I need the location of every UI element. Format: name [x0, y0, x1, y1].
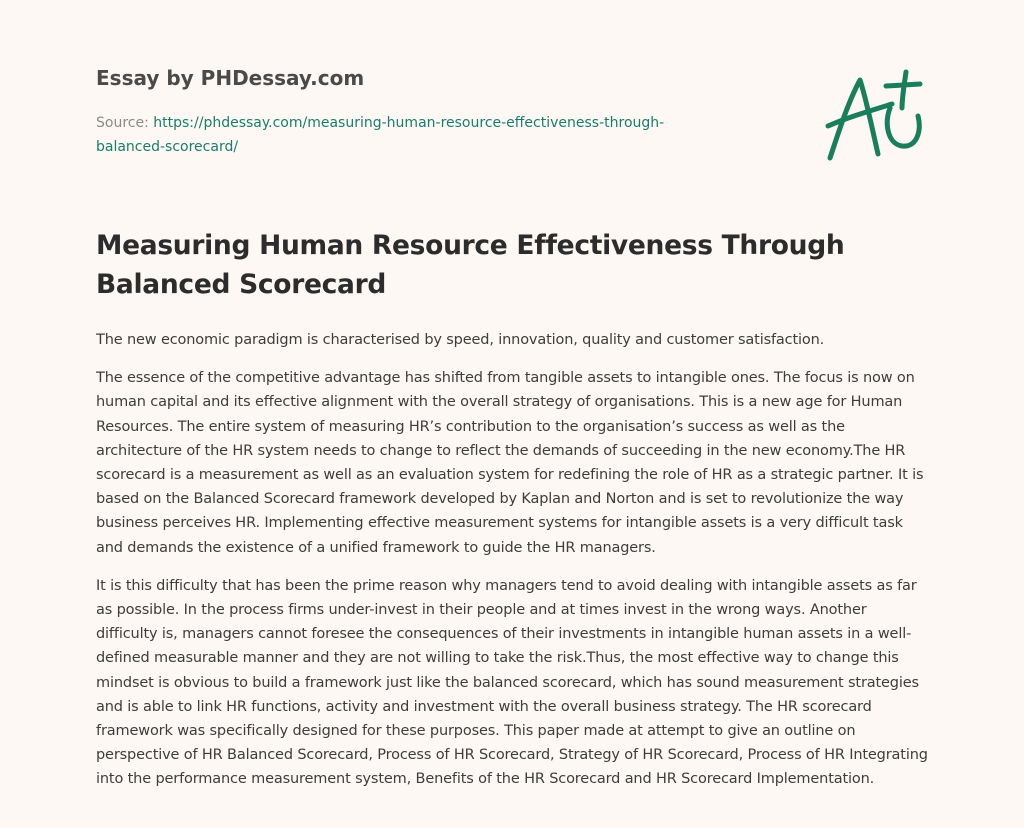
source-link-line2: balanced-scorecard/ — [96, 139, 239, 155]
site-title: Essay by PHDessay.com — [96, 66, 365, 90]
source-label: Source: — [96, 115, 149, 131]
source-link-line1: https://phdessay.com/measuring-human-resource-effectiveness-through- — [153, 115, 665, 131]
paragraph: The essence of the competitive advantage has shifted from tangible assets to intangible ones. The focus is now on human capital and its effective alignment with the overall strategy of organisations. This is a new age for Human Resources. The entire system of measuring HR’s contribution to the organisation’s success as well as the architecture of the HR system needs to change to reflect the demands of succeeding in the new economy.The HR scorecard is a measurement as well as an evaluation system for redefining the role of HR as a strategic partner. It is based on the Balanced Scorecard framework developed by Kaplan and Norton and is set to revolutionize the way business perceives HR. Implementing effective measurement systems for intangible assets is a very difficult task and demands the existence of a unified framework to guide the HR managers. — [96, 370, 924, 556]
paragraph: It is this difficulty that has been the prime reason why managers tend to avoid dealing with intangible assets as far as possible. In the process firms under-invest in their people and at times invest in the wrong ways. Another difficulty is, managers cannot foresee the consequences of their investments in intangible human assets in a well-defined measurable manner and they are not willing to take the risk.Thus, the most effective way to change this mindset is obvious to build a framework just like the balanced scorecard, which has sound measurement strategies and is able to link HR functions, activity and investment with the overall business strategy. The HR scorecard framework was specifically designed for these purposes. This paper made at attempt to give an outline on perspective of HR Balanced Scorecard, Process of HR Scorecard, Strategy of HR Scorecard, Process of HR Integrating into the performance measurement system, Benefits of the HR Scorecard and HR Scorecard Implementation. — [96, 577, 928, 788]
paragraph: The new economic paradigm is characterised by speed, innovation, quality and customer satisfaction. — [96, 332, 825, 348]
page-header — [96, 62, 736, 159]
article-title: Measuring Human Resource Effectiveness Through Balanced Scorecard — [96, 230, 845, 300]
source-link[interactable] — [96, 115, 664, 155]
a-plus-logo-icon — [822, 68, 928, 164]
article — [96, 226, 932, 806]
source-line — [96, 111, 716, 159]
